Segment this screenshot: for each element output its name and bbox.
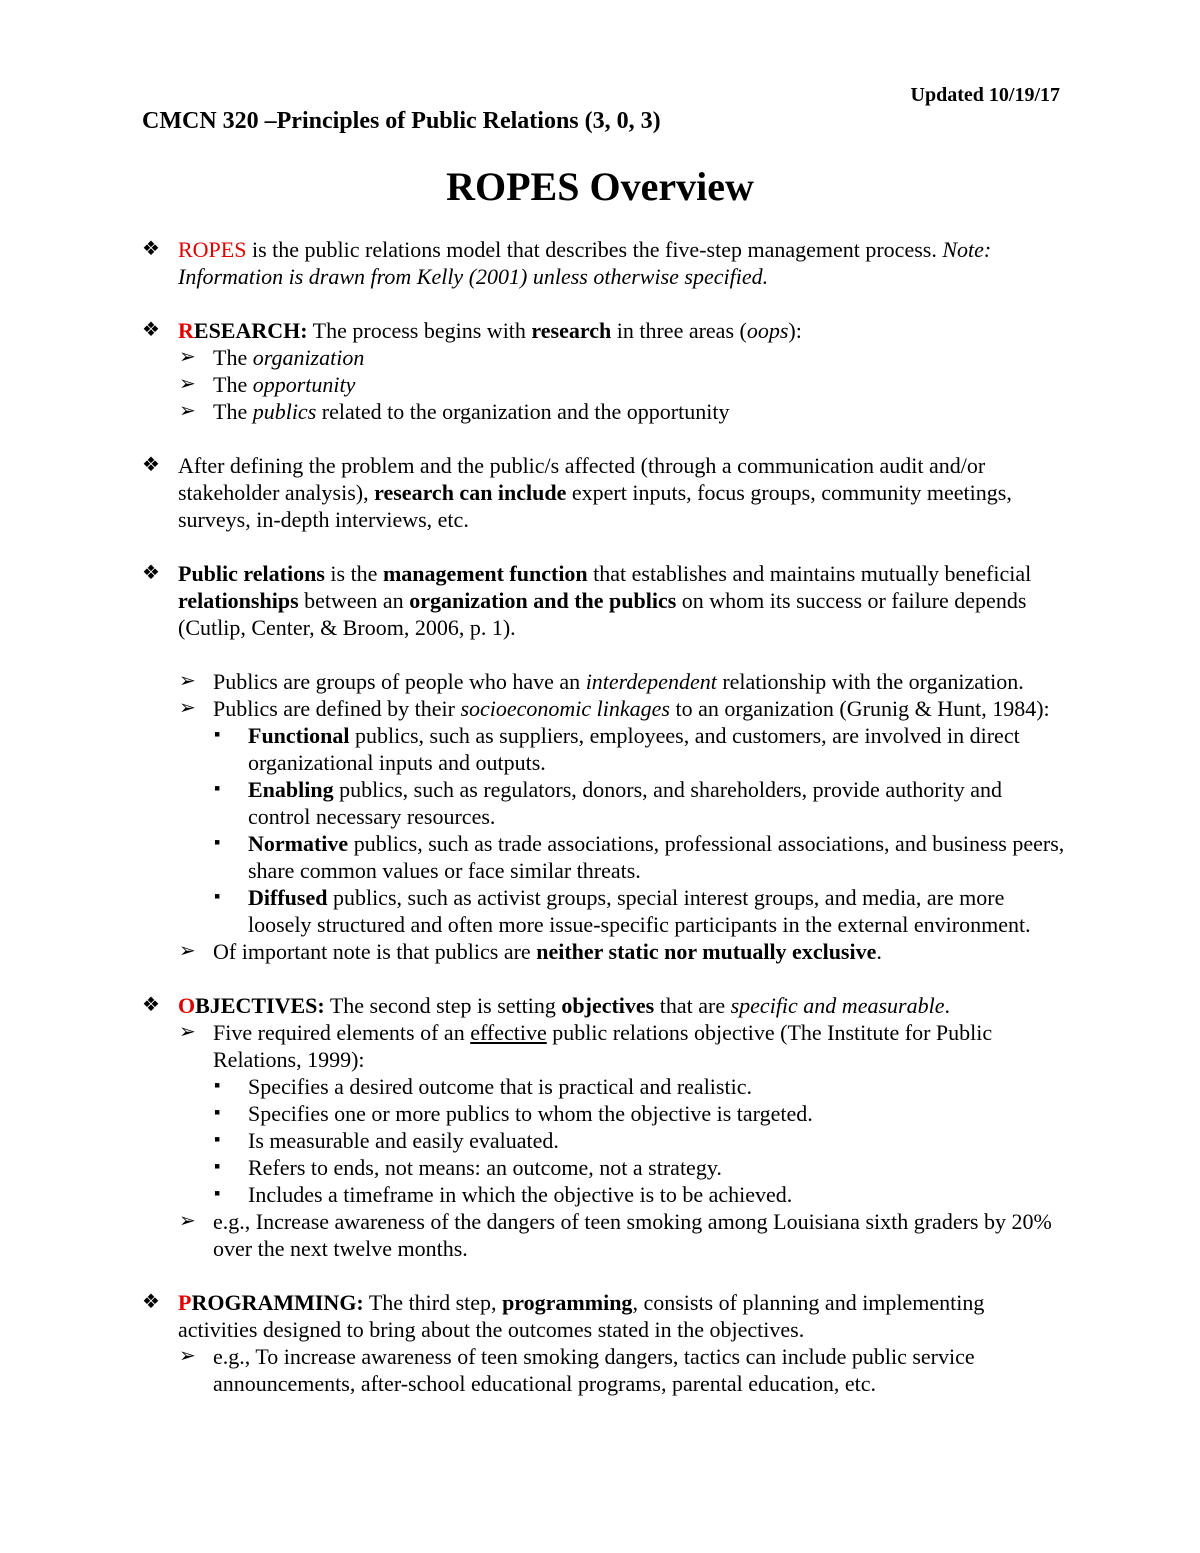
- arrow-bullet-icon: ➢: [179, 1210, 196, 1232]
- item-text: Is measurable and easily evaluated.: [248, 1128, 559, 1153]
- pr-text: between an: [298, 588, 410, 613]
- ropes-text: is the public relations model that describes the five-step management process.: [246, 237, 943, 262]
- programming-text: , consists of planning and implementing activities designed to bring about the outcomes stated in the objectives.: [178, 1290, 985, 1342]
- ropes-definition: [142, 236, 1067, 290]
- item-keyword: neither static nor mutually exclusive: [536, 939, 877, 964]
- programming-initial: P: [178, 1290, 192, 1315]
- research-text-3: ):: [788, 318, 802, 343]
- item-emphasis: organization: [252, 345, 365, 370]
- item-text: Refers to ends, not means: an outcome, not a strategy.: [248, 1155, 722, 1180]
- public-type: Diffused: [248, 885, 328, 910]
- arrow-bullet-icon: ➢: [179, 670, 196, 692]
- research-methods: [142, 452, 1067, 533]
- list-item: [142, 371, 1067, 398]
- square-bullet-icon: ▪: [214, 1183, 221, 1203]
- updated-date: Updated 10/19/17: [910, 84, 1060, 106]
- ropes-keyword: ROPES: [178, 237, 247, 262]
- item-emphasis: opportunity: [252, 372, 356, 397]
- arrow-bullet-icon: ➢: [179, 373, 196, 395]
- square-bullet-icon: ▪: [214, 1075, 221, 1095]
- pr-definition: [142, 560, 1067, 641]
- research-text-2: in three areas (: [611, 318, 747, 343]
- diamond-bullet-icon: ❖: [142, 454, 160, 476]
- square-bullet-icon: ▪: [214, 778, 221, 798]
- list-item: [142, 938, 1067, 965]
- pr-keyword: organization and the publics: [409, 588, 677, 613]
- list-item: [142, 1019, 1067, 1073]
- item-text: e.g., To increase awareness of teen smoking dangers, tactics can include public service announcements, after-school educational programs, parental education, etc.: [213, 1344, 975, 1396]
- list-item: [142, 1208, 1067, 1262]
- objectives-heading: BJECTIVES:: [195, 993, 325, 1018]
- list-item: [142, 1100, 1067, 1127]
- diamond-bullet-icon: ❖: [142, 994, 160, 1016]
- arrow-bullet-icon: ➢: [179, 400, 196, 422]
- objectives-emphasis: specific and measurable: [730, 993, 945, 1018]
- item-text: relationship with the organization.: [716, 669, 1024, 694]
- objectives-keyword: objectives: [561, 993, 655, 1018]
- research-text: The process begins with: [307, 318, 532, 343]
- item-text: The: [213, 372, 253, 397]
- item-text: The: [213, 399, 253, 424]
- item-emphasis: socioeconomic linkages: [460, 696, 670, 721]
- arrow-bullet-icon: ➢: [179, 1345, 196, 1367]
- diamond-bullet-icon: ❖: [142, 319, 160, 341]
- objectives-initial: O: [178, 993, 196, 1018]
- square-bullet-icon: ▪: [214, 886, 221, 906]
- diamond-bullet-icon: ❖: [142, 562, 160, 584]
- list-item: [142, 668, 1067, 695]
- pr-keyword: relationships: [178, 588, 299, 613]
- pr-text: on whom its success or failure depends (Cutlip, Center, & Broom, 2006, p. 1).: [178, 588, 1027, 640]
- item-text: e.g., Increase awareness of the dangers of teen smoking among Louisiana sixth graders by 20% over the next twelve months.: [213, 1209, 1052, 1261]
- item-text: Specifies a desired outcome that is practical and realistic.: [248, 1074, 752, 1099]
- list-item: [142, 1073, 1067, 1100]
- research-heading: ESEARCH:: [193, 318, 308, 343]
- public-type: Functional: [248, 723, 350, 748]
- item-text: Five required elements of an: [213, 1020, 471, 1045]
- item-text: publics, such as regulators, donors, and shareholders, provide authority and control necessary resources.: [248, 777, 1003, 829]
- methods-text: After defining the problem and the public/s affected (through a communication audit and/or stakeholder analysis),: [178, 453, 986, 505]
- item-emphasis: publics: [252, 399, 317, 424]
- list-item: [142, 1181, 1067, 1208]
- item-text: related to the organization and the opportunity: [316, 399, 730, 424]
- item-text: .: [876, 939, 882, 964]
- item-text: publics, such as activist groups, special interest groups, and media, are more loosely structured and often more issue-specific participants in the external environment.: [248, 885, 1031, 937]
- list-item: [142, 776, 1067, 830]
- square-bullet-icon: ▪: [214, 1156, 221, 1176]
- item-underline: effective: [470, 1020, 547, 1045]
- page-title: ROPES Overview: [446, 164, 754, 209]
- item-emphasis: interdependent: [585, 669, 717, 694]
- programming-heading: ROGRAMMING:: [191, 1290, 364, 1315]
- research-section: [142, 317, 1067, 344]
- list-item: [142, 1127, 1067, 1154]
- list-item: [142, 1154, 1067, 1181]
- pr-text: is the: [324, 561, 383, 586]
- research-keyword: research: [531, 318, 612, 343]
- public-type: Enabling: [248, 777, 334, 802]
- list-item: [142, 830, 1067, 884]
- item-text: Publics are defined by their: [213, 696, 461, 721]
- arrow-bullet-icon: ➢: [179, 1021, 196, 1043]
- methods-keyword: research can include: [374, 480, 567, 505]
- item-text: Publics are groups of people who have an: [213, 669, 586, 694]
- public-type: Normative: [248, 831, 349, 856]
- pr-keyword: Public relations: [178, 561, 325, 586]
- item-text: public relations objective (The Institute for Public Relations, 1999):: [213, 1020, 993, 1072]
- arrow-bullet-icon: ➢: [179, 346, 196, 368]
- diamond-bullet-icon: ❖: [142, 238, 160, 260]
- square-bullet-icon: ▪: [214, 1102, 221, 1122]
- item-text: Includes a timeframe in which the objective is to be achieved.: [248, 1182, 793, 1207]
- document-body: [142, 236, 1067, 1397]
- objectives-text: The second step is setting: [324, 993, 562, 1018]
- oops-keyword: oops: [746, 318, 789, 343]
- item-text: Of important note is that publics are: [213, 939, 537, 964]
- list-item: [142, 695, 1067, 722]
- square-bullet-icon: ▪: [214, 832, 221, 852]
- pr-keyword: management function: [382, 561, 588, 586]
- item-text: Specifies one or more publics to whom the objective is targeted.: [248, 1101, 813, 1126]
- research-initial: R: [178, 318, 194, 343]
- list-item: [142, 722, 1067, 776]
- item-text: publics, such as suppliers, employees, and customers, are involved in direct organizational inputs and outputs.: [248, 723, 1020, 775]
- list-item: [142, 1343, 1067, 1397]
- programming-text: The third step,: [363, 1290, 503, 1315]
- list-item: [142, 398, 1067, 425]
- pr-text: that establishes and maintains mutually beneficial: [587, 561, 1032, 586]
- item-text: to an organization (Grunig & Hunt, 1984):: [670, 696, 1050, 721]
- item-text: The: [213, 345, 253, 370]
- list-item: [142, 344, 1067, 371]
- item-text: publics, such as trade associations, professional associations, and business peers, share common values or face similar threats.: [248, 831, 1065, 883]
- square-bullet-icon: ▪: [214, 724, 221, 744]
- objectives-text: .: [944, 993, 950, 1018]
- list-item: [142, 884, 1067, 938]
- objectives-section: [142, 992, 1067, 1019]
- course-title: CMCN 320 –Principles of Public Relations (3, 0, 3): [142, 108, 661, 134]
- programming-section: [142, 1289, 1067, 1343]
- diamond-bullet-icon: ❖: [142, 1291, 160, 1313]
- arrow-bullet-icon: ➢: [179, 697, 196, 719]
- methods-text-2: expert inputs, focus groups, community meetings, surveys, in-depth interviews, etc.: [178, 480, 1012, 532]
- objectives-text: that are: [654, 993, 731, 1018]
- arrow-bullet-icon: ➢: [179, 940, 196, 962]
- ropes-note: Note: Information is drawn from Kelly (2001) unless otherwise specified.: [178, 237, 992, 289]
- square-bullet-icon: ▪: [214, 1129, 221, 1149]
- programming-keyword: programming: [502, 1290, 633, 1315]
